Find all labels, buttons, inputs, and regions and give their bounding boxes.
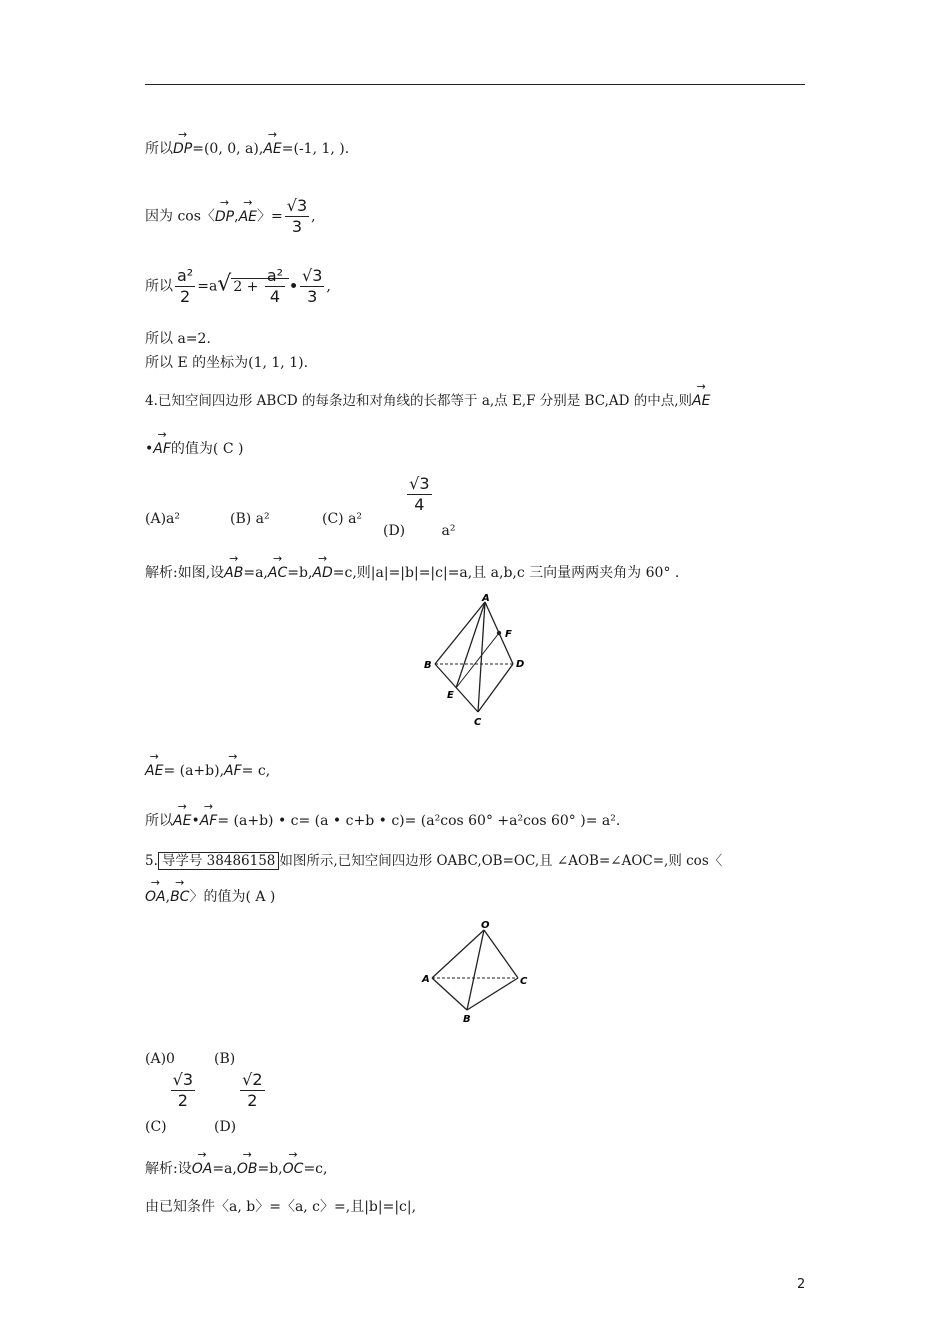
- question-4-option-a: (A)a²: [145, 511, 180, 527]
- line-equation: 所以 $\frac{\text{a²}}{2}$ =a√ 2 + $\frac{\text{a²}}{4}$ • $\frac{√3}{3}$ ,: [145, 266, 331, 306]
- vector-ob: → OB: [237, 1160, 258, 1178]
- vertex-label-a: A: [422, 974, 430, 985]
- tetrahedron-abcd-figure: [420, 594, 530, 728]
- vertex-label-o: O: [481, 920, 490, 931]
- header-rule: [145, 84, 805, 85]
- question-5-option-b: (B): [214, 1051, 236, 1067]
- vector-oa: → OA: [145, 888, 166, 906]
- vector-dp: → DP: [173, 140, 192, 158]
- vertex-label-b: B: [424, 660, 432, 671]
- vertex-label-b: B: [463, 1014, 471, 1025]
- question-4-solution-2: → AE= (a+b),→ AF= c,: [145, 762, 270, 780]
- vertex-label-c: C: [474, 717, 482, 728]
- line-dp-ae-coords: 所以→ DP=(0, 0, a),→ AE=(-1, 1, ).: [145, 140, 349, 158]
- vector-ae: → AE: [263, 140, 281, 158]
- vector-af: → AF: [224, 762, 242, 780]
- line-a-value: 所以 a=2.: [145, 331, 211, 347]
- vector-bc: → BC: [170, 888, 189, 906]
- question-5-solution-1: 解析:设→ OA=a,→ OB=b,→ OC=c,: [145, 1160, 327, 1178]
- vector-oc: → OC: [283, 1160, 304, 1178]
- vector-ae: → AE: [692, 392, 710, 410]
- vertex-label-d: D: [516, 659, 525, 670]
- question-4-option-c: (C) a²: [322, 511, 363, 527]
- question-5: 5. 导学号 38486158 如图所示,已知空间四边形 OABC,OB=OC,且 ∠AOB=∠AOC=,则 cos〈: [145, 853, 723, 869]
- fraction: $\frac{√3}{3}$: [302, 266, 323, 306]
- question-4-solution-3: 所以→ AE•→ AF= (a+b) • c= (a • c+b • c)= (a²cos 60° +a²cos 60° )= a².: [145, 812, 620, 830]
- vector-oa: → OA: [192, 1160, 213, 1178]
- question-4-tail: •→ AF的值为( C ): [145, 440, 243, 458]
- reference-number-box: 导学号 38486158: [158, 852, 280, 870]
- question-4: 4.已知空间四边形 ABCD 的每条边和对角线的长都等于 a,点 E,F 分别是 BC,AD 的中点,则→ AE: [145, 392, 710, 410]
- vector-ac: → AC: [268, 564, 287, 582]
- vertex-label-a: A: [482, 594, 490, 604]
- vector-ab: → AB: [224, 564, 243, 582]
- question-5-option-a: (A)0: [145, 1051, 175, 1067]
- question-5-solution-2: 由已知条件〈a, b〉=〈a, c〉=,且|b|=|c|,: [145, 1199, 417, 1215]
- line-cos-condition: 因为 cos〈→ DP,→ AE〉= $\frac{√3}{3}$ ,: [145, 196, 316, 237]
- vector-ae: → AE: [239, 208, 257, 226]
- question-4-solution-1: 解析:如图,设→ AB=a,→ AC=b,→ AD=c,则|a|=|b|=|c|=a,且 a,b,c 三向量两两夹角为 60° .: [145, 564, 679, 582]
- vector-ae: → AE: [145, 762, 163, 780]
- vector-af: → AF: [153, 440, 171, 458]
- question-5-option-d: (D) $\frac{√2}{2}$: [214, 1070, 263, 1135]
- fraction: $\frac{\text{a²}}{2}$: [177, 266, 194, 306]
- tetrahedron-oabc-figure: [418, 918, 532, 1026]
- point-label-e: E: [447, 690, 454, 701]
- vector-af: → AF: [200, 812, 218, 830]
- vector-ae: → AE: [173, 812, 191, 830]
- fraction: $\frac{√3}{3}$: [286, 196, 308, 236]
- question-5-tail: → OA,→ BC〉的值为( A ): [145, 888, 275, 906]
- page-number: 2: [797, 1277, 806, 1292]
- vector-ad: → AD: [312, 564, 332, 582]
- question-5-option-c: (C) $\frac{√3}{2}$: [145, 1070, 194, 1135]
- vertex-label-c: C: [520, 976, 528, 987]
- vector-dp: → DP: [215, 208, 234, 226]
- point-label-f: F: [505, 629, 512, 640]
- line-e-coords: 所以 E 的坐标为(1, 1, 1).: [145, 355, 309, 371]
- question-4-option-b: (B) a²: [230, 511, 270, 527]
- question-4-option-d: (D) $\frac{√3}{4}$ a²: [383, 474, 456, 539]
- square-root: √ 2 + $\frac{\text{a²}}{4}$: [217, 266, 289, 307]
